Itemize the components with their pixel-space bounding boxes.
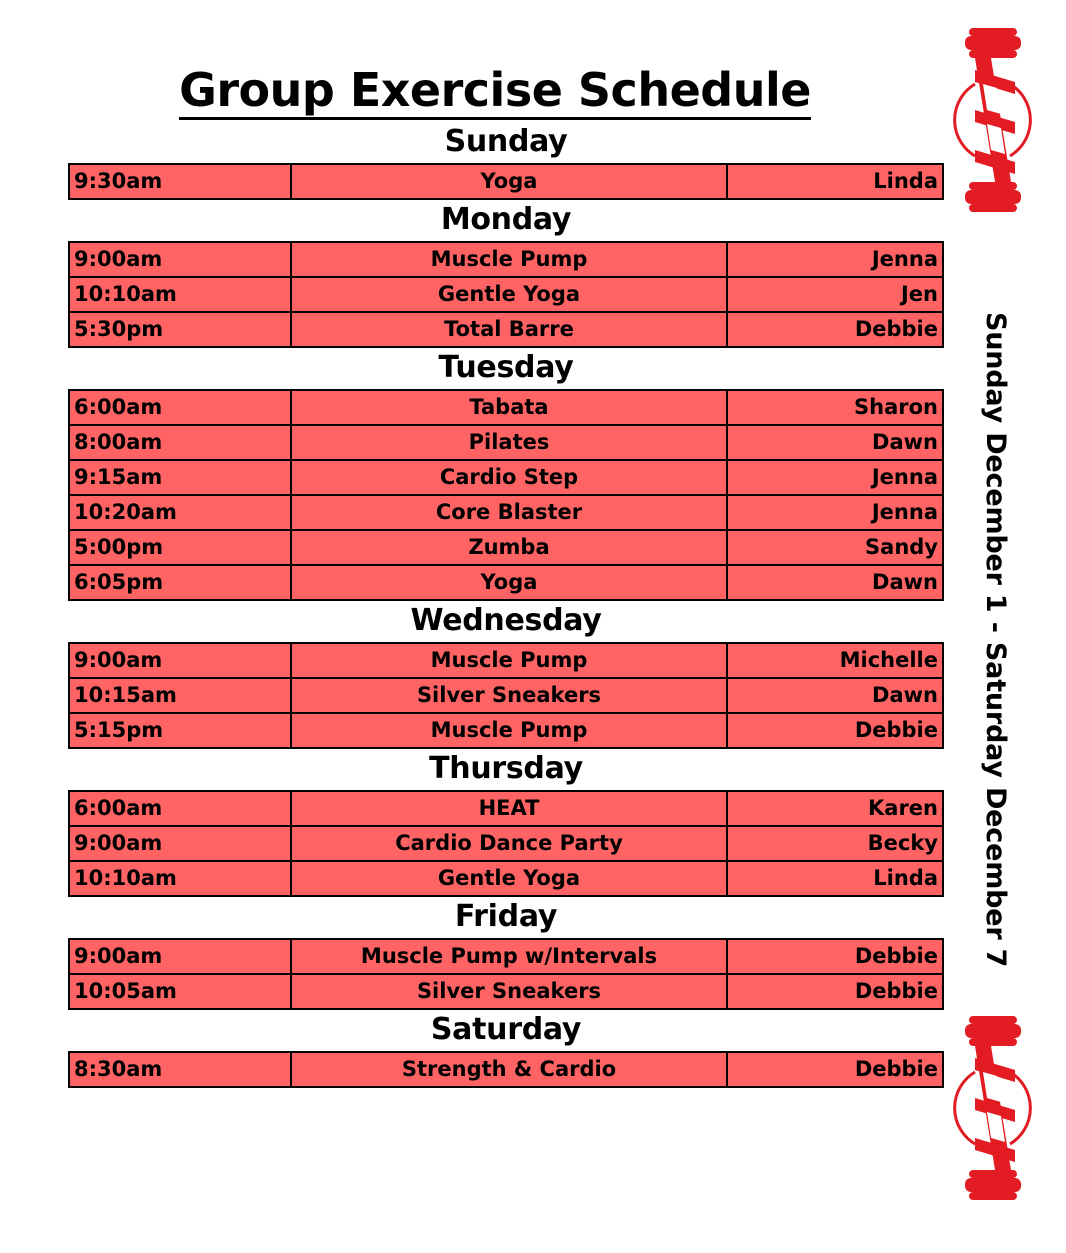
table-row [69, 425, 943, 460]
class-time: 8:00am [69, 425, 291, 460]
class-table [68, 938, 944, 1010]
table-row [69, 164, 943, 199]
day-heading: Sunday [444, 124, 568, 159]
class-name: Zumba [291, 530, 727, 565]
day-section [68, 348, 944, 601]
class-time: 9:00am [69, 939, 291, 974]
class-instructor: Sandy [727, 530, 943, 565]
class-time: 9:00am [69, 826, 291, 861]
class-time: 9:15am [69, 460, 291, 495]
page-title-text: Group Exercise Schedule [179, 63, 811, 120]
class-name: Muscle Pump [291, 242, 727, 277]
barbell-logo-icon [945, 22, 1040, 217]
class-table [68, 389, 944, 601]
table-row [69, 277, 943, 312]
class-name: Pilates [291, 425, 727, 460]
class-table [68, 642, 944, 749]
table-row [69, 974, 943, 1009]
class-instructor: Karen [727, 791, 943, 826]
class-name: Silver Sneakers [291, 974, 727, 1009]
class-name: Silver Sneakers [291, 678, 727, 713]
class-instructor: Linda [727, 861, 943, 896]
page-title [0, 62, 990, 118]
class-name: Muscle Pump w/Intervals [291, 939, 727, 974]
class-name: Cardio Dance Party [291, 826, 727, 861]
class-instructor: Becky [727, 826, 943, 861]
table-row [69, 826, 943, 861]
class-instructor: Dawn [727, 565, 943, 600]
class-instructor: Dawn [727, 678, 943, 713]
class-time: 5:30pm [69, 312, 291, 347]
class-time: 6:00am [69, 390, 291, 425]
class-time: 10:05am [69, 974, 291, 1009]
day-section [68, 1010, 944, 1088]
table-row [69, 565, 943, 600]
day-heading: Wednesday [410, 603, 602, 638]
day-section [68, 200, 944, 348]
class-instructor: Michelle [727, 643, 943, 678]
class-instructor: Debbie [727, 312, 943, 347]
table-row [69, 861, 943, 896]
class-table [68, 163, 944, 200]
day-heading: Monday [440, 202, 572, 237]
schedule [68, 122, 944, 1088]
class-name: Tabata [291, 390, 727, 425]
day-heading: Saturday [430, 1012, 582, 1047]
table-row [69, 678, 943, 713]
table-row [69, 530, 943, 565]
class-name: Gentle Yoga [291, 277, 727, 312]
class-table [68, 241, 944, 348]
table-row [69, 1052, 943, 1087]
class-time: 5:00pm [69, 530, 291, 565]
class-name: Gentle Yoga [291, 861, 727, 896]
day-heading: Tuesday [438, 350, 574, 385]
day-section [68, 749, 944, 897]
table-row [69, 495, 943, 530]
class-time: 10:20am [69, 495, 291, 530]
date-range-text: Sunday December 1 - Saturday December 7 [980, 312, 1011, 968]
table-row [69, 460, 943, 495]
day-section [68, 122, 944, 200]
class-name: Cardio Step [291, 460, 727, 495]
class-instructor: Debbie [727, 939, 943, 974]
class-time: 8:30am [69, 1052, 291, 1087]
class-name: Strength & Cardio [291, 1052, 727, 1087]
class-name: Core Blaster [291, 495, 727, 530]
class-time: 10:10am [69, 277, 291, 312]
class-instructor: Debbie [727, 713, 943, 748]
class-instructor: Debbie [727, 974, 943, 1009]
class-time: 9:30am [69, 164, 291, 199]
day-section [68, 601, 944, 749]
table-row [69, 390, 943, 425]
class-name: Yoga [291, 164, 727, 199]
day-section [68, 897, 944, 1010]
table-row [69, 643, 943, 678]
barbell-logo-icon [945, 1010, 1040, 1205]
table-row [69, 791, 943, 826]
table-row [69, 242, 943, 277]
class-time: 9:00am [69, 643, 291, 678]
class-table [68, 1051, 944, 1088]
class-instructor: Jenna [727, 242, 943, 277]
class-table [68, 790, 944, 897]
class-instructor: Jenna [727, 460, 943, 495]
class-name: Muscle Pump [291, 643, 727, 678]
day-heading: Friday [454, 899, 558, 934]
class-instructor: Linda [727, 164, 943, 199]
class-time: 10:10am [69, 861, 291, 896]
class-instructor: Sharon [727, 390, 943, 425]
class-time: 10:15am [69, 678, 291, 713]
class-instructor: Jen [727, 277, 943, 312]
class-name: HEAT [291, 791, 727, 826]
table-row [69, 939, 943, 974]
class-name: Yoga [291, 565, 727, 600]
class-name: Muscle Pump [291, 713, 727, 748]
class-time: 5:15pm [69, 713, 291, 748]
table-row [69, 312, 943, 347]
class-time: 6:05pm [69, 565, 291, 600]
class-instructor: Jenna [727, 495, 943, 530]
table-row [69, 713, 943, 748]
class-name: Total Barre [291, 312, 727, 347]
class-instructor: Dawn [727, 425, 943, 460]
day-heading: Thursday [429, 751, 583, 786]
class-time: 9:00am [69, 242, 291, 277]
class-time: 6:00am [69, 791, 291, 826]
class-instructor: Debbie [727, 1052, 943, 1087]
